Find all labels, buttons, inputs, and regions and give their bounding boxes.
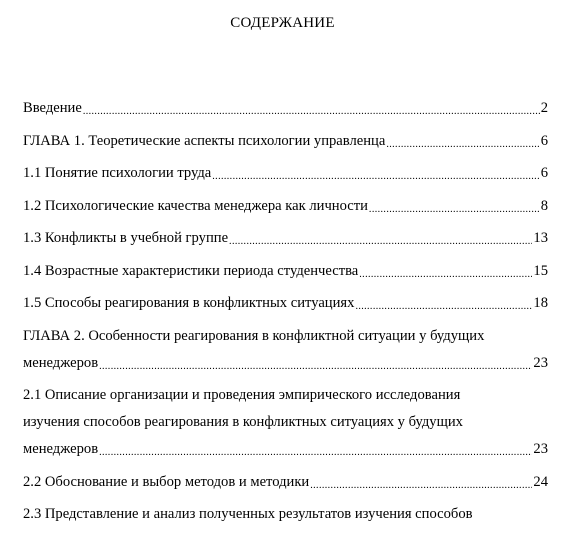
toc-entry-line: ГЛАВА 2. Особенности реагирования в конфликтной ситуации у будущих: [23, 327, 485, 344]
toc-entry-label: менеджеров: [23, 441, 99, 457]
toc-entry-label: 1.1 Понятие психологии труда: [23, 165, 212, 181]
toc-page-number: 6: [540, 132, 548, 149]
toc-entry: [23, 132, 548, 151]
toc-page-number: 8: [540, 197, 548, 214]
toc-entry-label: 1.3 Конфликты в учебной группе: [23, 230, 229, 246]
toc-leader-dots: [83, 99, 540, 118]
toc-leader-dots: [99, 354, 532, 373]
toc-entry: [23, 505, 548, 524]
toc-entry: [23, 229, 548, 248]
toc-page-number: 15: [533, 262, 548, 279]
toc-entry-line: 2.1 Описание организации и проведения эмпирического исследования: [23, 387, 461, 403]
toc-leader-dots: [359, 262, 532, 281]
toc-entry: [23, 197, 548, 216]
document-title: СОДЕРЖАНИЕ: [230, 15, 335, 31]
table-of-contents: [23, 99, 548, 538]
toc-entry-label: 2.3 Представление и анализ полученных результатов изучения способов: [23, 506, 473, 522]
toc-entry-line: изучения способов реагирования в конфликтных ситуациях у будущих: [23, 414, 463, 430]
toc-page-number: 23: [533, 354, 548, 371]
toc-entry-label: 1.5 Способы реагирования в конфликтных ситуациях: [23, 295, 355, 311]
toc-entry: [23, 294, 548, 313]
toc-page-number: 18: [533, 295, 548, 311]
toc-leader-dots: [229, 229, 532, 248]
toc-leader-dots: [310, 473, 532, 492]
toc-entry-label: 1.2 Психологические качества менеджера как личности: [23, 197, 368, 214]
toc-leader-dots: [369, 197, 540, 216]
toc-leader-dots: [99, 440, 532, 459]
toc-page-number: 13: [533, 230, 548, 246]
toc-entry: [23, 164, 548, 183]
toc-page-number: 24: [533, 473, 548, 490]
toc-page-number: 23: [533, 441, 548, 457]
toc-entry-label: ГЛАВА 1. Теоретические аспекты психологии управленца: [23, 132, 386, 149]
toc-entry-label: 1.4 Возрастные характеристики периода студенчества: [23, 262, 359, 279]
toc-leader-dots: [386, 132, 539, 151]
toc-entry: [23, 262, 548, 281]
toc-entry: [23, 327, 548, 373]
toc-entry: [23, 473, 548, 492]
toc-leader-dots: [355, 294, 532, 313]
toc-entry: [23, 99, 548, 118]
toc-entry-label: менеджеров: [23, 354, 99, 371]
toc-entry: [23, 386, 548, 459]
toc-leader-dots: [212, 164, 539, 183]
toc-entry-label: Введение: [23, 100, 82, 116]
toc-entry-label: 2.2 Обоснование и выбор методов и методики: [23, 473, 310, 490]
toc-page-number: 6: [540, 165, 548, 181]
toc-page-number: 2: [540, 100, 548, 116]
